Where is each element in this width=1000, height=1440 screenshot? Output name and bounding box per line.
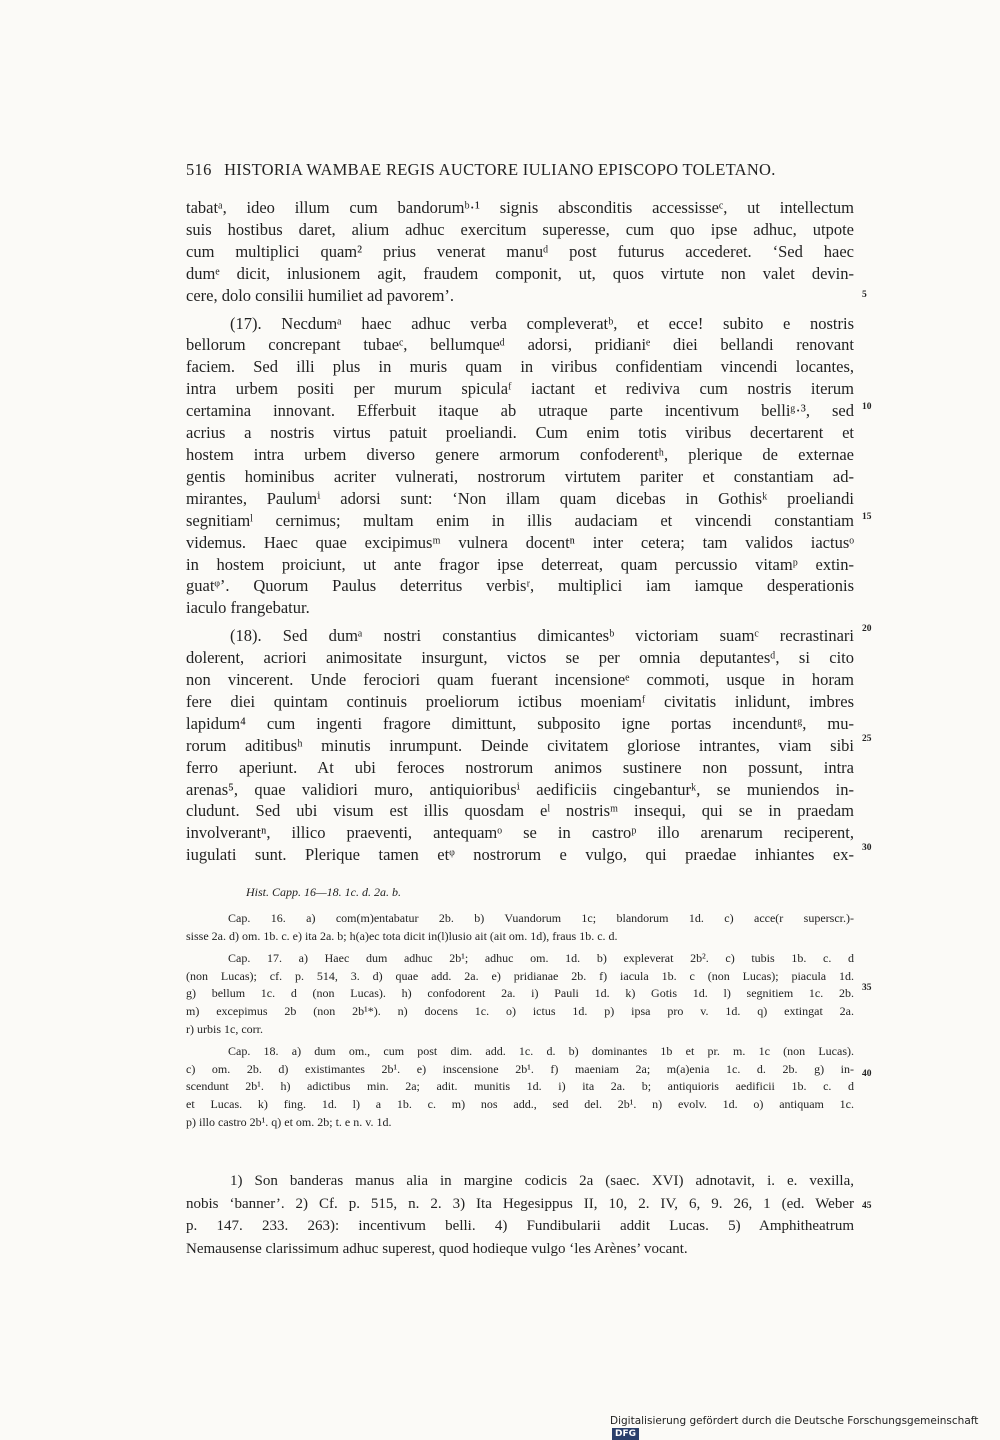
text-line: intra urbem positi per murum spiculaᶠ iactant et rediviva cum nostris iterum <box>186 379 854 399</box>
critical-apparatus <box>186 910 854 1131</box>
footnote-line: Nemausense clarissimum adhuc superest, quod hodieque vulgo ‘les Arènes’ vocant. <box>186 1240 688 1257</box>
text-line: cere, dolo consilii humiliet ad pavorem’. <box>186 285 455 305</box>
text-line: tabatᵃ, ideo illum cum bandorumᵇ·¹ signis absconditis accessisseᶜ, ut intellectum <box>186 198 854 217</box>
line-number: 45 <box>862 1201 872 1211</box>
sources-line: Hist. Capp. 16—18. 1c. d. 2a. b. <box>246 885 402 899</box>
line-number: 20 <box>862 624 872 634</box>
line-number: 5 <box>862 290 867 300</box>
text-line: mirantes, Paulumⁱ adorsi sunt: ‘Non illam quam dicebas in Gothisᵏ proeliandi <box>186 488 854 508</box>
text-line: dumᵉ dicit, inlusionem agit, fraudem componit, ut, quos virtute non valet devin- <box>186 263 854 283</box>
text-line: ferro aperiunt. At ubi feroces nostrorum animos sustinere non possunt, intra <box>186 757 854 777</box>
text-line: non vincerent. Unde ferociori quam fuerant incensioneᵉ commoti, usque in horam <box>186 670 854 690</box>
text-line: lapidum⁴ cum ingenti fragore dimittunt, subposito igne portas incenduntᵍ, mu- <box>186 713 854 733</box>
text-line: cludunt. Sed ubi visum est illis quosdam eˡ nostrisᵐ insequi, qui se in praedam <box>186 801 854 821</box>
text-line: iugulati sunt. Plerique tamen etᵠ nostrorum e vulgo, qui praedae inhiantes ex- <box>186 845 854 865</box>
text-line: (18). Sed dumᵃ nostri constantius dimicantesᵇ victoriam suamᶜ recrastinari <box>230 626 854 646</box>
apparatus-line: et Lucas. k) fing. 1d. l) a 1b. c. m) nos add., sed del. 2b¹. n) evolv. 1d. o) antiquam 1c. <box>186 1096 854 1111</box>
text-line: (17). Necdumᵃ haec adhuc verba compleveratᵇ, et ecce! subito e nostris <box>230 313 854 333</box>
text-line: involverantⁿ, illico praeventi, antequamᵒ se in castroᵖ illo arenarum reciperent, <box>186 823 854 843</box>
apparatus-line: p) illo castro 2b¹. q) et om. 2b; t. e n. v. 1d. <box>186 1114 392 1129</box>
text-line: in hostem proiciunt, ut ante fragor ipse deterreat, quam percussio vitamᵖ extin- <box>186 554 854 574</box>
apparatus-line: sisse 2a. d) om. 1b. c. e) ita 2a. b; h(a)ec tota dicit in(l)lusio ait (ait om. 1d), fraus 1b. c. d. <box>186 928 618 943</box>
dfg-logo: DFG <box>612 1428 639 1440</box>
footnote-line: nobis ‘banner’. 2) Cf. p. 515, n. 2. 3) Ita Hegesippus II, 10, 2. IV, 6, 9. 26, 1 (ed. Weber <box>186 1195 854 1212</box>
text-line: gentis hominibus acriter vulnerati, nostrorum virtutem pariter et constantiam ad- <box>186 466 854 486</box>
text-line: cum multiplici quam² prius venerat manuᵈ post futurus accederet. ‘Sed haec <box>186 241 854 261</box>
line-number: 15 <box>862 512 872 522</box>
apparatus-line: Cap. 17. a) Haec dum adhuc 2b¹; adhuc om. 1d. b) expleverat 2b². c) tubis 1b. c. d <box>228 951 854 966</box>
apparatus-line: Cap. 16. a) com(m)entabatur 2b. b) Vuandorum 1c; blandorum 1d. c) acce(r superscr.)- <box>228 911 854 925</box>
apparatus-line: m) excepimus 2b (non 2b¹*). n) docens 1c. o) ictus 1d. p) ipsa pro v. 1d. q) extingat 2a. <box>186 1003 854 1018</box>
apparatus-line: (non Lucas); cf. p. 514, 3. d) quae add. 2a. e) pridianae 2b. f) iacula 1b. c (non Lucas); piacula 1d. <box>186 968 854 983</box>
apparatus-line: scendunt 2b¹. h) adictibus min. 2a; adit. munitis 1d. i) ita 2a. b; antiquioris aedificii 1b. c. d <box>186 1079 854 1094</box>
text-line: acrius a nostris virtus patuit proeliandi. Cum enim totis viribus decertarent et <box>186 423 854 443</box>
footer-text: Digitalisierung gefördert durch die Deutsche Forschungsgemeinschaft <box>610 1415 979 1427</box>
apparatus-line: r) urbis 1c, corr. <box>186 1021 263 1036</box>
text-line: faciem. Sed illi plus in muris quam in viribus confidentiam vincendi locantes, <box>186 357 854 377</box>
footnote-line: p. 147. 233. 263): incentivum belli. 4) Fundibularii addit Lucas. 5) Amphitheatrum <box>186 1218 854 1234</box>
text-line: fere diei quintam continuis proeliorum ictibus moeniamᶠ civitatis inlidunt, imbres <box>186 691 854 711</box>
text-line: rorum aditibusʰ minutis inrumpunt. Deinde civitatem gloriose intrantes, viam sibi <box>186 735 854 755</box>
page-header <box>186 160 826 180</box>
page-number: 516 <box>186 160 212 179</box>
text-line: guatᵠ’. Quorum Paulus deterritus verbisʳ, multiplici iam iamque desperationis <box>186 576 854 596</box>
apparatus-line: g) bellum 1c. d (non Lucas). h) confodorent 2a. i) Pauli 1d. k) Gotis 1d. l) segnitiem 1c. 2b. <box>186 986 854 1001</box>
footnotes <box>186 1170 854 1260</box>
main-text <box>186 197 854 866</box>
text-line: bellorum concrepant tubaeᶜ, bellumqueᵈ adorsi, pridianiᵉ diei bellandi renovant <box>186 335 854 355</box>
line-number: 35 <box>862 983 872 993</box>
text-line: suis hostibus daret, alium adhuc exercitum superesse, cum quo ipse adhuc, utpote <box>186 219 854 239</box>
text-line: segnitiamˡ cernimus; multam enim in illis audaciam et vincendi constantiam <box>186 510 854 530</box>
apparatus-line: c) om. 2b. d) existimantes 2b¹. e) inscensione 2b¹. f) maeniam 2a; m(a)enia 1c. d. 2b. g) in- <box>186 1061 854 1076</box>
text-line: dolerent, acriori animositate insurgunt, victos se per omnia deputantesᵈ, si cito <box>186 648 854 668</box>
line-number: 25 <box>862 734 872 744</box>
text-line: arenas⁵, quae validiori muro, antiquioribusⁱ aedificiis cingebanturᵏ, se muniendos in- <box>186 779 854 799</box>
text-line: hostem intra urbem diverso genere armorum confoderentʰ, plerique de externae <box>186 444 854 464</box>
footnote-line: 1) Son banderas manus alia in margine codicis 2a (saec. XVI) adnotavit, i. e. vexilla, <box>230 1173 854 1189</box>
text-line: iaculo frangebatur. <box>186 598 310 618</box>
apparatus-line: Cap. 18. a) dum om., cum post dim. add. 1c. d. b) dominantes 1b et pr. m. 1c (non Lucas). <box>228 1044 854 1059</box>
digitization-footer <box>610 1415 1000 1440</box>
text-line: videmus. Haec quae excipimusᵐ vulnera docentⁿ inter cetera; tam validos iactusᵒ <box>186 532 854 552</box>
line-number: 10 <box>862 402 872 412</box>
line-number: 40 <box>862 1069 872 1079</box>
line-number: 30 <box>862 843 872 853</box>
running-title: HISTORIA WAMBAE REGIS AUCTORE IULIANO EPISCOPO TOLETANO. <box>224 160 776 179</box>
text-line: certamina innovant. Efferbuit itaque ab utraque parte incentivum belliᵍ·³, sed <box>186 401 854 421</box>
